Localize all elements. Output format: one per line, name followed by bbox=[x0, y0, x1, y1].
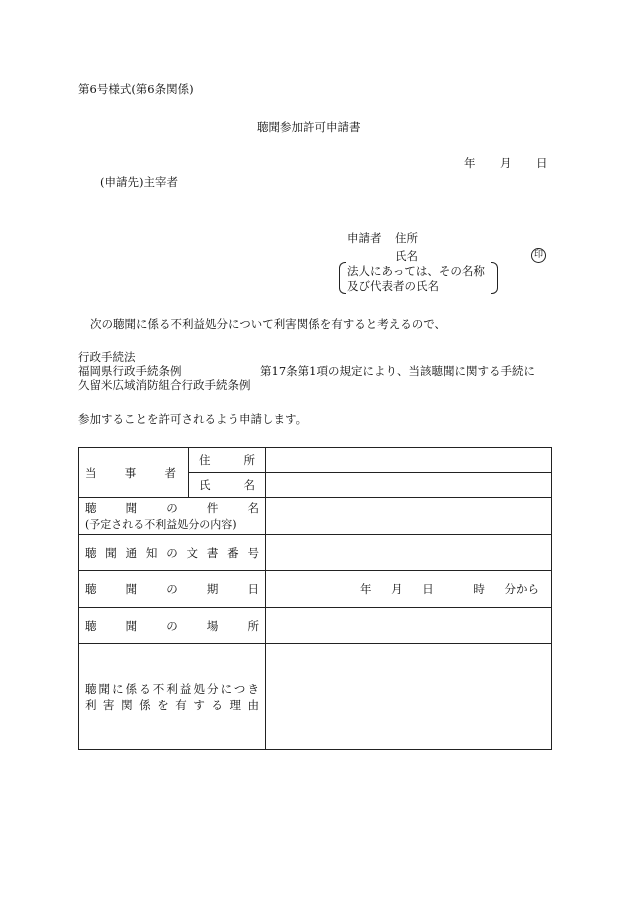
party-address-label-cell bbox=[189, 448, 266, 473]
applicant-name-label: 氏名 bbox=[395, 249, 418, 263]
reason-label-line1: 聴聞に係る不利益処分につき bbox=[85, 681, 259, 696]
table-row bbox=[79, 644, 552, 750]
case-name-label-cell bbox=[79, 498, 266, 535]
table-row bbox=[79, 535, 552, 571]
period-label: 聴聞の期日 bbox=[85, 582, 259, 596]
notice-number-label-cell bbox=[79, 535, 266, 571]
corporation-note-line2: 及び代表者の氏名 bbox=[347, 279, 439, 293]
table-row bbox=[79, 498, 552, 535]
right-bracket bbox=[491, 262, 498, 294]
form-title: 聴聞参加許可申請書 bbox=[257, 120, 361, 134]
party-label-cell bbox=[79, 448, 189, 498]
applicant-label: 申請者 bbox=[347, 231, 382, 245]
reason-label-line2: 利害関係を有する理由 bbox=[85, 697, 259, 712]
reason-label-cell bbox=[79, 644, 266, 750]
case-name-field[interactable] bbox=[266, 498, 552, 535]
place-label: 聴聞の場所 bbox=[85, 618, 259, 633]
party-label: 当事者 bbox=[85, 465, 176, 480]
period-hour: 時 bbox=[473, 582, 485, 596]
period-year: 年 bbox=[360, 582, 372, 596]
party-address-field[interactable] bbox=[266, 448, 552, 473]
table-row bbox=[79, 448, 552, 473]
party-address-label: 住所 bbox=[199, 453, 255, 467]
case-name-sub: (予定される不利益処分の内容) bbox=[85, 518, 237, 531]
corporation-note-line1: 法人にあっては、その名称 bbox=[347, 264, 485, 278]
period-day: 日 bbox=[422, 582, 434, 596]
hearing-details-table bbox=[78, 447, 552, 750]
reason-field[interactable] bbox=[266, 644, 552, 750]
notice-number-field[interactable] bbox=[266, 535, 552, 571]
table-row bbox=[79, 608, 552, 644]
period-minute: 分から bbox=[504, 582, 539, 596]
place-label-cell bbox=[79, 608, 266, 644]
form-number: 第6号様式(第6条関係) bbox=[78, 82, 194, 96]
case-name-label: 聴聞の件名 bbox=[85, 501, 259, 515]
table-row bbox=[79, 571, 552, 608]
date-day-label: 日 bbox=[536, 156, 548, 170]
period-month: 月 bbox=[391, 582, 403, 596]
seal-mark: 印 bbox=[531, 248, 546, 263]
law-option-3: 久留米広域消防組合行政手続条例 bbox=[78, 378, 251, 392]
law-option-2: 福岡県行政手続条例 bbox=[78, 364, 182, 378]
party-name-label-cell bbox=[189, 473, 266, 498]
period-field[interactable] bbox=[266, 571, 552, 608]
intro-text: 次の聴聞に係る不利益処分について利害関係を有すると考えるので、 bbox=[90, 317, 447, 331]
date-year-label: 年 bbox=[464, 156, 476, 170]
article-text: 第17条第1項の規定により、当該聴聞に関する手続に bbox=[260, 364, 535, 378]
notice-number-label: 聴聞通知の文書番号 bbox=[85, 545, 259, 560]
period-label-cell bbox=[79, 571, 266, 608]
closing-text: 参加することを許可されるよう申請します。 bbox=[78, 412, 308, 426]
addressee: (申請先)主宰者 bbox=[100, 175, 178, 189]
left-bracket bbox=[339, 262, 346, 294]
party-name-label: 氏名 bbox=[199, 478, 255, 492]
law-option-1: 行政手続法 bbox=[78, 350, 136, 364]
party-name-field[interactable] bbox=[266, 473, 552, 498]
place-field[interactable] bbox=[266, 608, 552, 644]
applicant-address-label: 住所 bbox=[395, 231, 418, 245]
date-month-label: 月 bbox=[500, 156, 512, 170]
